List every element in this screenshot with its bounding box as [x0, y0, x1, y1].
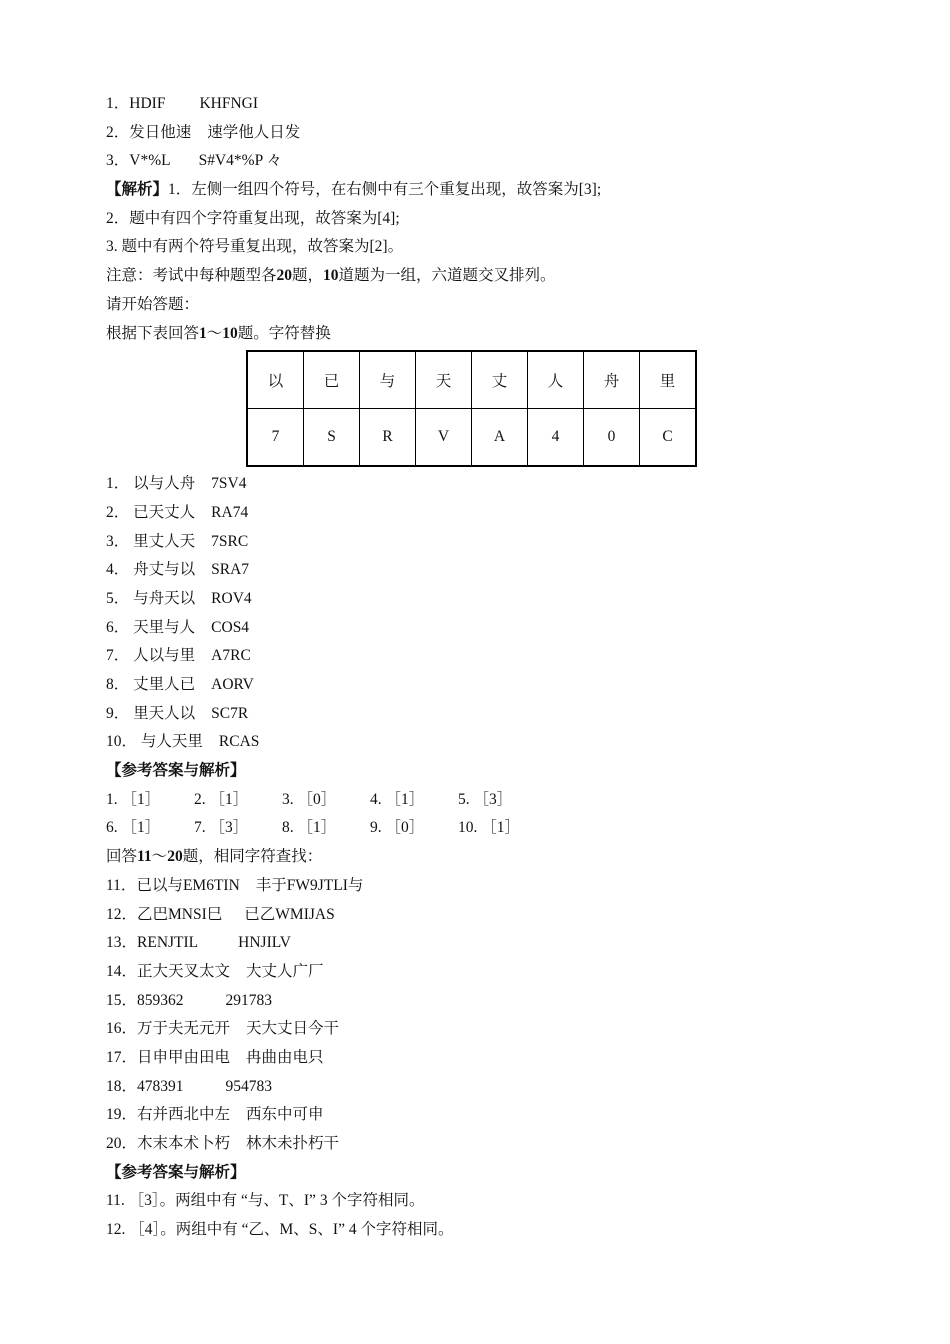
left-group: 478391: [137, 1077, 184, 1095]
example-line-3: [106, 147, 866, 176]
item-code: 7SRC: [211, 532, 249, 550]
heading-text: 题。字符替换: [237, 324, 331, 342]
question-item: [106, 987, 866, 1016]
item-code: A7RC: [211, 647, 251, 665]
heading-text: ～: [151, 848, 168, 866]
question-item: [106, 958, 866, 987]
heading-number: 10: [222, 324, 238, 342]
analysis-line-1: [106, 176, 866, 205]
table-cell: 人: [528, 351, 584, 409]
question-item: [106, 901, 866, 930]
item-chars: 与舟天以: [133, 589, 196, 607]
reference-heading-2: 【参考答案与解析】: [106, 1163, 246, 1181]
question-item: [106, 556, 866, 585]
right-group: 林木未扑朽干: [246, 1135, 340, 1152]
right-group: 天大丈日今干: [246, 1020, 340, 1038]
example-line-1: [106, 90, 866, 119]
note-text: 道题为一组，六道题交叉排列。: [338, 267, 556, 285]
section1-heading: [106, 320, 866, 349]
heading-number: 1: [199, 324, 207, 342]
item-code: ROV4: [211, 589, 252, 607]
substitution-table-wrapper: [106, 348, 866, 470]
analysis-line-3: 3. 题中有两个符号重复出现，故答案为[2]。: [106, 238, 404, 256]
left-group: 右并西北中左: [137, 1106, 231, 1124]
table-cell: 已: [304, 351, 360, 409]
question-item: [106, 929, 866, 958]
start-line: 请开始答题：: [106, 295, 200, 313]
answer-item: 4. ［1］: [370, 790, 425, 808]
table-cell: 4: [528, 409, 584, 467]
answer-item: 10. ［1］: [458, 819, 521, 837]
heading-text: 回答: [106, 848, 138, 866]
heading-number: 11: [137, 848, 152, 866]
left-group: HDIF: [129, 95, 166, 112]
analysis-text: 1．左侧一组四个符号，在右侧中有三个重复出现，故答案为[3];: [168, 181, 602, 199]
right-group: 大丈人广厂: [246, 962, 324, 980]
table-cell: 7: [247, 409, 304, 467]
heading-text: 根据下表回答: [106, 324, 200, 342]
table-cell: V: [416, 409, 472, 467]
answer-item: 2. ［1］: [194, 790, 249, 808]
item-chars: 天里与人: [133, 618, 196, 636]
table-cell: 天: [416, 351, 472, 409]
item-code: RA74: [211, 503, 249, 521]
item-number: 7．: [106, 647, 130, 665]
note-number: 20: [276, 267, 293, 285]
question-item: [106, 1101, 866, 1130]
question-item: [106, 528, 866, 557]
answers-row-2: [106, 814, 866, 843]
example-line-2: [106, 119, 866, 148]
item-number: 20．: [106, 1135, 138, 1152]
item-code: COS4: [211, 618, 250, 636]
table-row-chars: [247, 351, 696, 409]
table-cell: 以: [247, 351, 304, 409]
question-list-1: [106, 470, 866, 757]
item-number: 10．: [106, 733, 138, 751]
analysis-label: 【解析】: [106, 181, 169, 199]
answer-item: 9. ［0］: [370, 819, 425, 837]
item-number: 1．: [106, 95, 130, 112]
question-item: [106, 642, 866, 671]
item-number: 11．: [106, 876, 137, 894]
question-list-2: [106, 872, 866, 1159]
right-group: HNJILV: [238, 934, 291, 952]
item-chars: 里天人以: [133, 704, 196, 722]
left-group: V*%L: [129, 152, 171, 170]
right-group: 291783: [225, 991, 273, 1009]
table-cell: 与: [360, 351, 416, 409]
answer-item: 7. ［3］: [194, 819, 249, 837]
item-number: 8．: [106, 676, 130, 693]
right-group: 已乙WMIJAS: [244, 905, 335, 923]
right-group: S#V4*%P 々: [198, 152, 282, 170]
heading-text: ～: [206, 324, 223, 342]
left-group: 日申甲由田电: [137, 1048, 231, 1066]
table-cell: 里: [640, 351, 697, 409]
answer-item: 5. ［3］: [458, 790, 513, 808]
note-number: 10: [323, 267, 339, 285]
right-group: 速学他人日发: [207, 123, 301, 141]
item-number: 18．: [106, 1077, 138, 1095]
item-number: 19．: [106, 1106, 138, 1124]
question-item: [106, 872, 866, 901]
right-group: 丰于FW9JTLI与: [255, 876, 364, 894]
left-group: 万于夫无元开: [137, 1020, 231, 1038]
answer-explanation: 11. ［3］。两组中有 “与、T、I” 3 个字符相同。: [106, 1192, 425, 1210]
item-chars: 里丈人天: [133, 532, 196, 550]
item-number: 14．: [106, 962, 138, 980]
question-item: [106, 1073, 866, 1102]
right-group: 冉曲由电只: [246, 1048, 324, 1066]
section2-heading: [106, 843, 866, 872]
item-number: 2．: [106, 503, 130, 521]
note-line: [106, 262, 866, 291]
item-number: 17．: [106, 1048, 138, 1066]
item-code: AORV: [211, 676, 254, 693]
item-number: 13．: [106, 934, 138, 952]
question-item: [106, 585, 866, 614]
left-group: 发日他速: [129, 123, 192, 141]
question-item: [106, 614, 866, 643]
reference-heading-1: 【参考答案与解析】: [106, 762, 246, 780]
item-chars: 舟丈与以: [133, 561, 196, 579]
answers-row-1: [106, 786, 866, 815]
answer-item: 6. ［1］: [106, 819, 161, 837]
item-number: 9．: [106, 704, 130, 722]
question-item: [106, 700, 866, 729]
item-code: SRA7: [211, 561, 250, 579]
item-chars: 已天丈人: [133, 503, 196, 521]
note-text: 注意：考试中每种题型各: [106, 267, 277, 285]
document-page: [106, 90, 866, 1245]
table-cell: 丈: [472, 351, 528, 409]
answer-item: 3. ［0］: [282, 790, 337, 808]
question-item: [106, 470, 866, 499]
right-group: 西东中可申: [246, 1106, 324, 1124]
question-item: [106, 671, 866, 700]
item-number: 15．: [106, 991, 138, 1009]
item-chars: 人以与里: [133, 647, 196, 665]
table-cell: 舟: [584, 351, 640, 409]
table-cell: 0: [584, 409, 640, 467]
item-number: 3．: [106, 152, 130, 170]
item-number: 6．: [106, 618, 130, 636]
question-item: [106, 1015, 866, 1044]
left-group: 正大天叉太文: [137, 962, 231, 980]
substitution-table: [246, 350, 697, 467]
right-group: KHFNGI: [199, 95, 258, 112]
table-cell: R: [360, 409, 416, 467]
left-group: 已以与EM6TIN: [136, 876, 240, 894]
question-item: [106, 499, 866, 528]
item-number: 12．: [106, 905, 138, 923]
heading-text: 题，相同字符查找：: [182, 848, 323, 866]
item-chars: 与人天里: [140, 733, 203, 751]
item-code: SC7R: [211, 704, 249, 722]
item-chars: 丈里人已: [133, 676, 196, 693]
item-chars: 以与人舟: [133, 475, 196, 493]
heading-number: 20: [167, 848, 183, 866]
item-number: 4．: [106, 561, 130, 579]
left-group: 乙巴MNSI巳: [137, 905, 223, 923]
answer-item: 1. ［1］: [106, 790, 161, 808]
analysis-line-2: 2．题中有四个字符重复出现，故答案为[4];: [106, 209, 400, 227]
question-item: [106, 1130, 866, 1159]
table-row-codes: [247, 409, 696, 467]
item-number: 5．: [106, 589, 130, 607]
left-group: 859362: [137, 991, 184, 1009]
left-group: RENJTIL: [137, 934, 199, 952]
item-code: 7SV4: [211, 475, 247, 493]
answer-item: 8. ［1］: [282, 819, 337, 837]
right-group: 954783: [225, 1077, 273, 1095]
item-number: 1．: [106, 475, 130, 493]
item-number: 16．: [106, 1020, 138, 1038]
table-cell: S: [304, 409, 360, 467]
question-item: [106, 1044, 866, 1073]
item-number: 3．: [106, 532, 130, 550]
item-code: RCAS: [218, 733, 260, 751]
answer-explanation: 12. ［4］。两组中有 “乙、M、S、I” 4 个字符相同。: [106, 1221, 454, 1239]
note-text: 题，: [292, 267, 324, 285]
table-cell: C: [640, 409, 697, 467]
item-number: 2．: [106, 123, 130, 141]
table-cell: A: [472, 409, 528, 467]
left-group: 木末本术卜朽: [137, 1135, 231, 1152]
question-item: [106, 728, 866, 757]
